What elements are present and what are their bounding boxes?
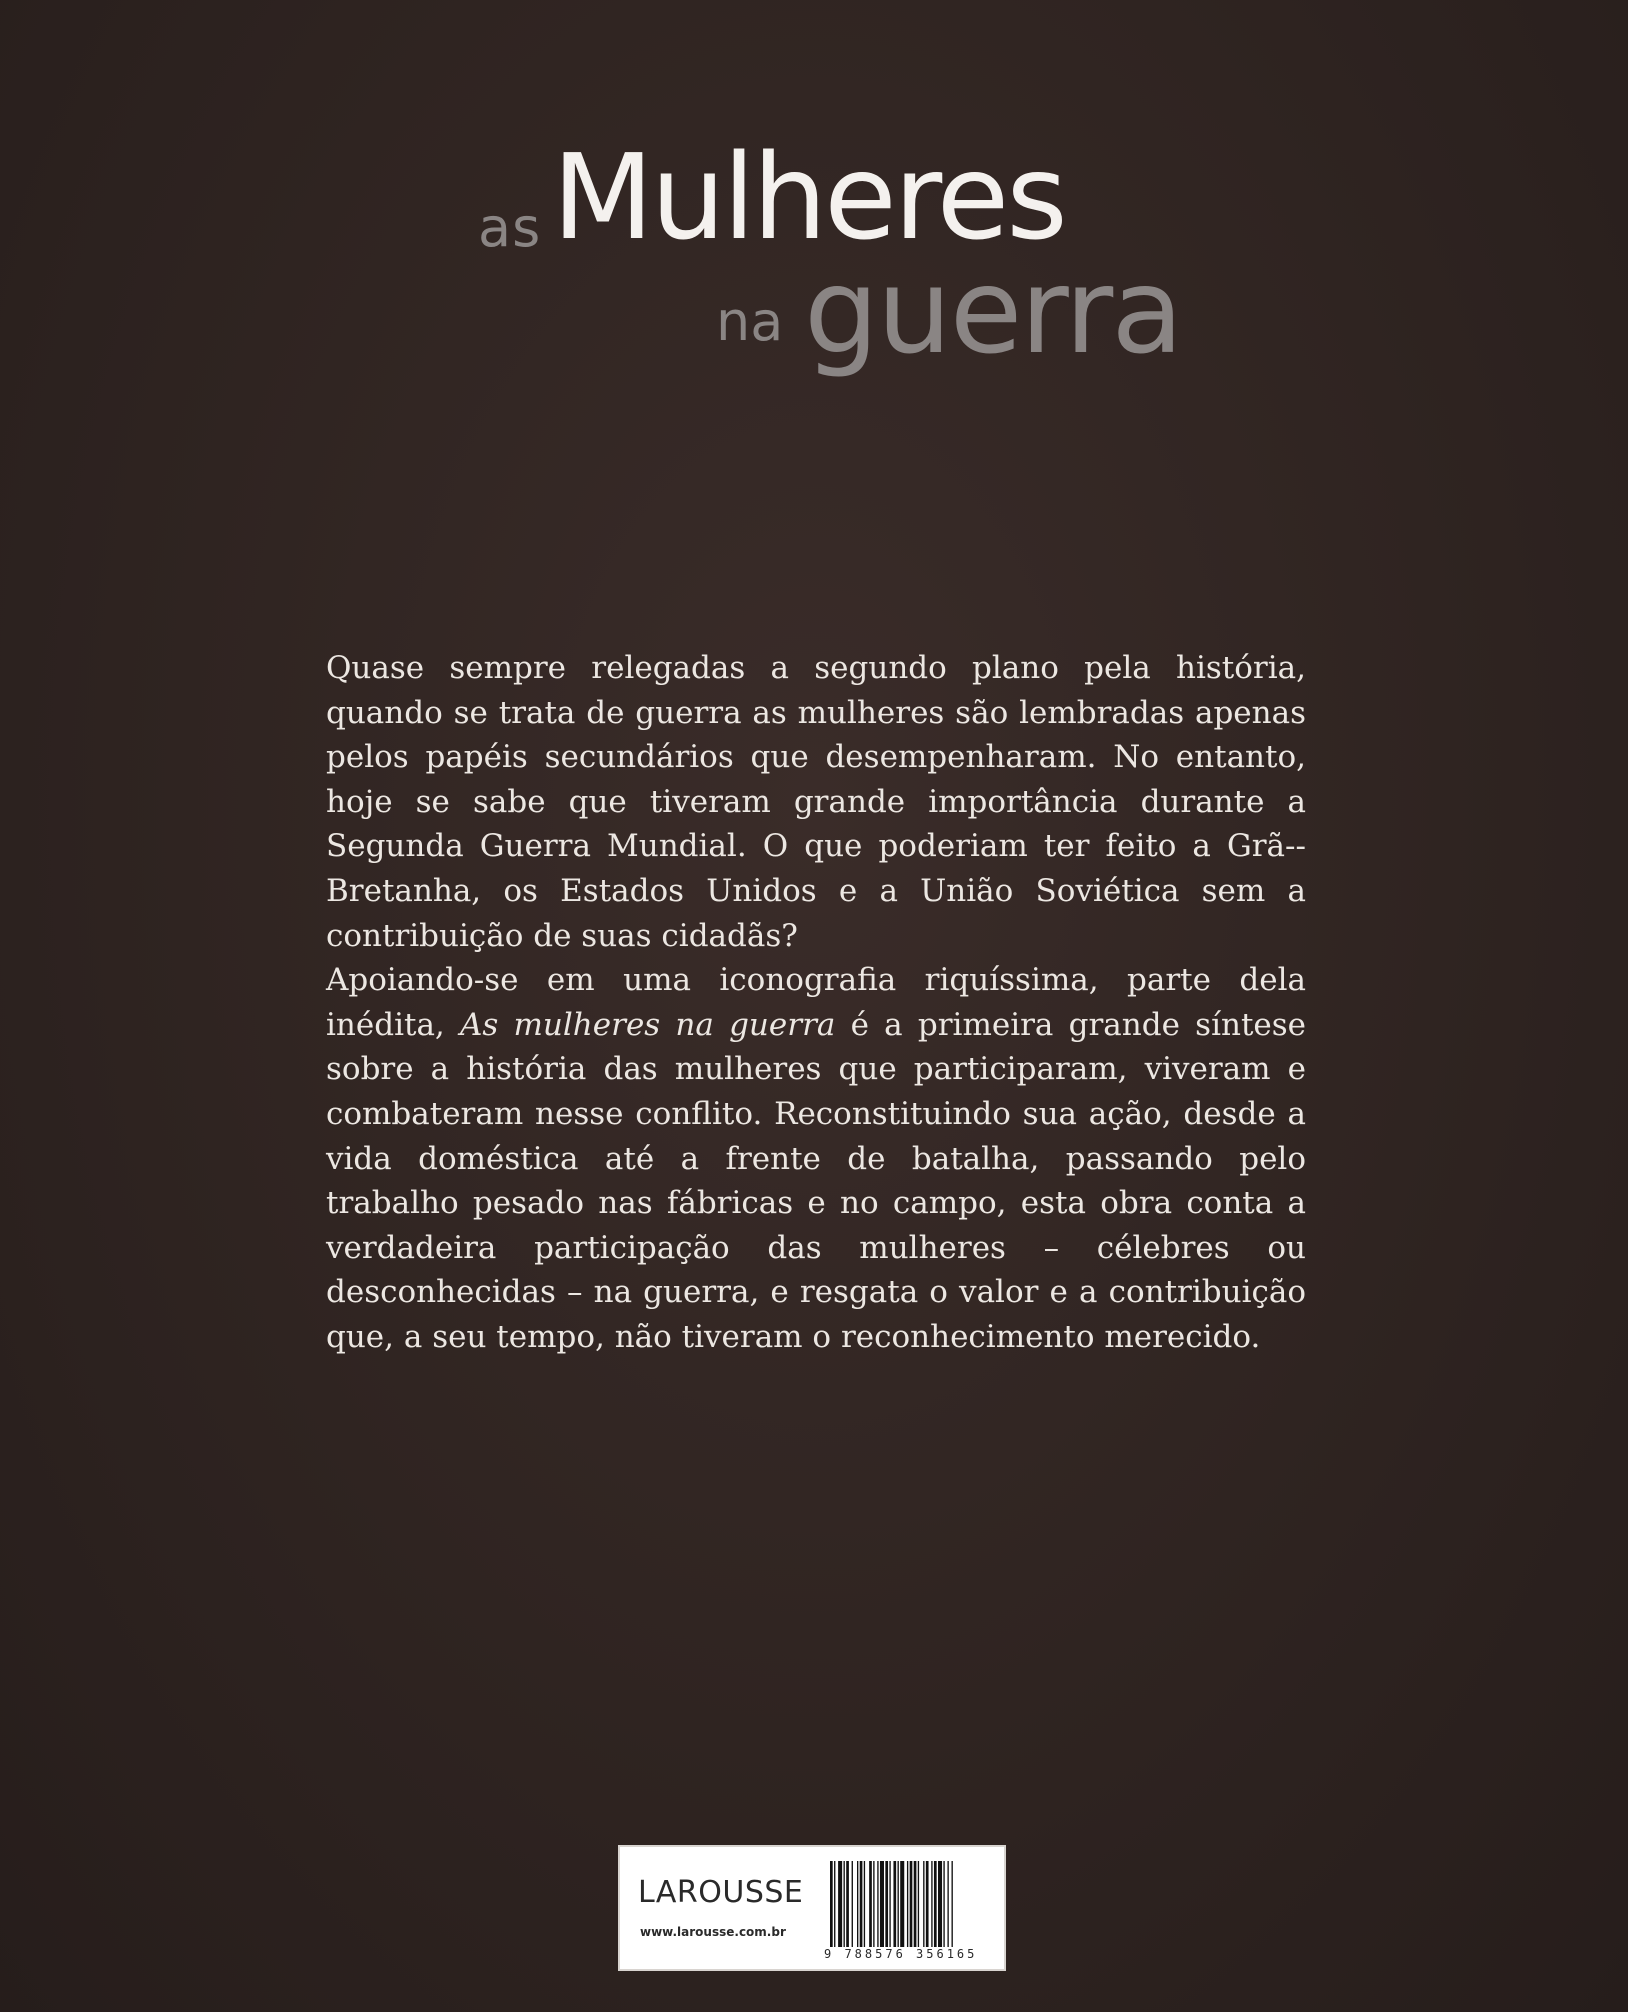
isbn-number: 9 788576 356165 <box>824 1947 978 1961</box>
barcode-bar <box>834 1861 835 1947</box>
barcode-bar <box>923 1861 924 1947</box>
barcode-bar <box>893 1861 896 1947</box>
publisher-url: www.larousse.com.br <box>640 1925 786 1939</box>
barcode-bar <box>860 1861 863 1947</box>
barcode-bar <box>857 1861 858 1947</box>
barcode-bar <box>889 1861 890 1947</box>
barcode-bar <box>885 1861 888 1947</box>
barcode-bar <box>910 1861 913 1947</box>
barcode-bar <box>914 1861 917 1947</box>
book-title <box>0 0 1628 420</box>
barcode-bar <box>844 1861 845 1947</box>
barcode-bar <box>838 1861 842 1947</box>
barcode-bar <box>877 1861 878 1947</box>
barcode-bar <box>852 1861 853 1947</box>
barcode-bar <box>846 1861 849 1947</box>
blurb-p2-end: é a primeira grande síntese sobre a história das mulheres que participaram, viveram e combateram nesse conflito. Reconstituindo sua ação, desde a vida doméstica até a frente de batalha, passando pelo trabalho pesado nas fábricas e no campo, esta obra conta a verdadeira participação das mulheres – célebres ou desconhecidas – na guerra, e resgata o valor e a contribuição que, a seu tempo, não tiveram o reconhecimento merecido. <box>326 1006 1307 1355</box>
blurb-text <box>326 646 1306 1360</box>
blurb-paragraph-1: Quase sempre relegadas a segundo plano pela história, quando se trata de guerra as mulheres são lembradas apenas pelos papéis secundários que desempenharam. No entanto, hoje se sabe que tiveram grande importância durante a Segunda Guerra Mundial. O que poderiam ter feito a Grã--Bretanha, os Estados Unidos e a União Soviética sem a contribuição de suas cidadãs? <box>326 650 1306 954</box>
publisher-barcode-label <box>618 1845 1006 1971</box>
book-title-italic: As mulheres na guerra <box>460 1006 836 1043</box>
barcode-bar <box>873 1861 874 1947</box>
title-mulheres: Mulheres <box>552 128 1065 266</box>
barcode-bar <box>931 1861 932 1947</box>
barcode-bar <box>830 1861 833 1947</box>
barcode-bar <box>907 1861 908 1947</box>
barcode-bar <box>934 1861 937 1947</box>
title-guerra: guerra <box>804 242 1182 380</box>
barcode-bar <box>943 1861 944 1947</box>
blurb-paragraph-2 <box>326 958 1306 1359</box>
title-as: as <box>478 196 542 259</box>
barcode-bar <box>900 1861 904 1947</box>
barcode-bar <box>952 1861 953 1947</box>
publisher-logo: LAROUSSE <box>638 1875 804 1910</box>
blurb-p2-start: Apoiando-se em uma iconografia riquíssima, parte dela inédita, <box>326 962 1306 1043</box>
barcode-bar <box>947 1861 948 1947</box>
barcode-bar <box>869 1861 872 1947</box>
barcode-bar <box>864 1861 865 1947</box>
title-na: na <box>716 290 784 353</box>
barcode-bar <box>918 1861 919 1947</box>
barcode-bar <box>938 1861 942 1947</box>
barcode-icon <box>828 1861 996 1947</box>
barcode-bar <box>898 1861 899 1947</box>
barcode-bar <box>926 1861 929 1947</box>
barcode-bar <box>880 1861 884 1947</box>
